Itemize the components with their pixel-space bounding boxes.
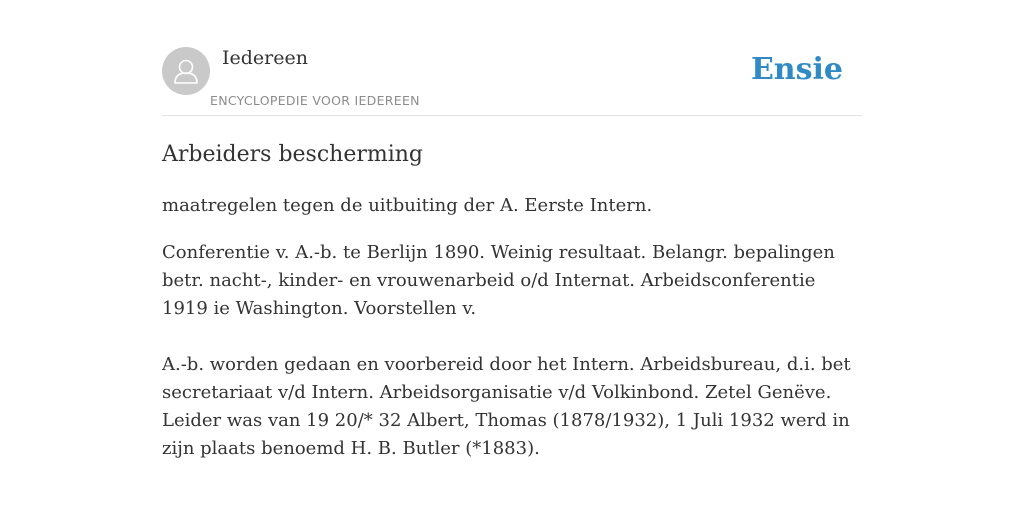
site-tagline: ENCYCLOPEDIE VOOR IEDEREEN (210, 93, 420, 108)
article-body (162, 192, 862, 463)
article-paragraph: A.-b. worden gedaan en voorbereid door het Intern. Arbeidsbureau, d.i. bet secretariaat v/d Intern. Arbeidsorganisatie v/d Volkinbond. Zetel Genëve. Leider was van 19 20/* 32 Albert, Thomas (1878/1932), 1 Juli 1932 werd in zijn plaats benoemd H. B. Butler (*1883). (162, 354, 851, 459)
page-header (162, 46, 862, 116)
author-avatar[interactable] (162, 47, 210, 95)
article-paragraph: maatregelen tegen de uitbuiting der A. Eerste Intern. (162, 195, 653, 216)
brand-logo[interactable]: Ensie (750, 52, 843, 87)
article-paragraph: Conferentie v. A.-b. te Berlijn 1890. Weinig resultaat. Belangr. bepalingen betr. nacht-, kinder- en vrouwenarbeid o/d Internat. Arbeidsconferentie 1919 ie Washington. Voorstellen v. (162, 242, 835, 319)
author-name[interactable]: Iedereen (222, 47, 308, 69)
article-title: Arbeiders bescherming (162, 142, 424, 167)
user-icon (162, 47, 210, 95)
